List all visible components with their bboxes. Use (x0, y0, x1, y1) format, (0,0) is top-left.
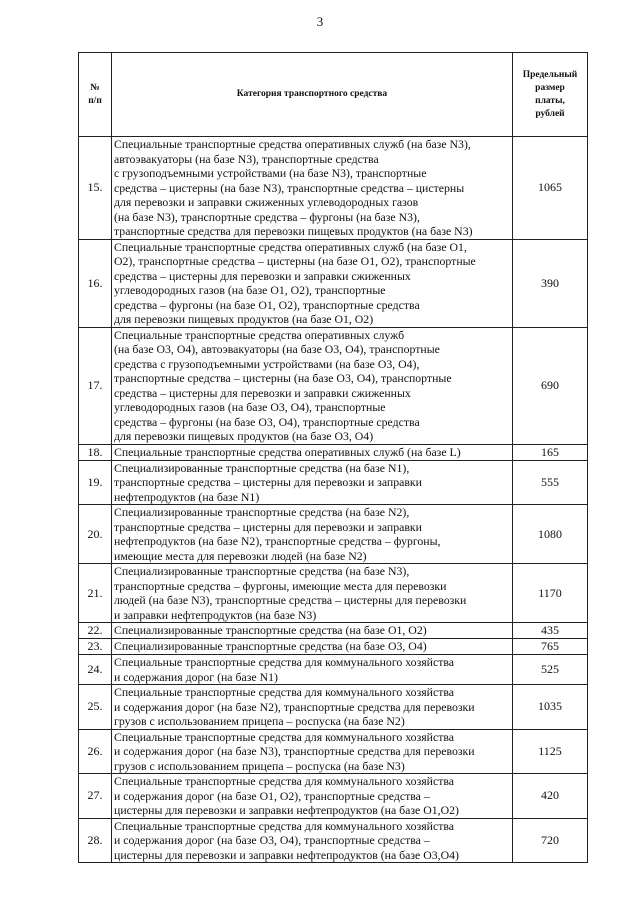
price-limit: 1035 (513, 685, 588, 730)
category-line: нефтепродуктов (на базе N2), транспортные средства – фургоны, (114, 534, 441, 548)
row-number: 24. (79, 655, 112, 685)
row-number: 18. (79, 444, 112, 460)
category-line: транспортные средства – цистерны (на базе O3, O4), транспортные (114, 371, 452, 385)
row-number: 17. (79, 327, 112, 444)
category-line: и содержания дорог (на базе O1, O2), транспортные средства – (114, 788, 430, 803)
price-limit: 1125 (513, 729, 588, 774)
price-limit: 720 (513, 818, 588, 863)
category-line: Специальные транспортные средства для коммунального хозяйства (114, 729, 455, 744)
category-line: средства с грузоподъемными устройствами (на базе O3, O4), (114, 356, 420, 371)
category-line: Специальные транспортные средства оперативных служб (на базе O1, (114, 239, 467, 254)
category-line: Специализированные транспортные средства (на базе N3), (114, 564, 410, 578)
vehicle-category (112, 685, 513, 730)
category-line: (на базе N3), транспортные средства – фургоны (на базе N3), (114, 209, 420, 224)
header-number: № п/п (79, 53, 112, 137)
table-row (79, 460, 588, 505)
row-number: 26. (79, 729, 112, 774)
category-line: цистерны для перевозки и заправки нефтепродуктов (на базе O3,O4) (114, 847, 459, 862)
table-row (79, 327, 588, 444)
price-limit: 1170 (513, 564, 588, 623)
row-number: 22. (79, 623, 112, 639)
header-price: Предельный размер платы, рублей (513, 53, 588, 137)
category-line: автоэвакуаторы (на базе N3), транспортные средства (114, 151, 379, 166)
category-line: нефтепродуктов (на базе N1) (114, 489, 260, 504)
category-line: людей (на базе N3), транспортные средства – цистерны для перевозки (114, 593, 467, 607)
category-line: с грузоподъемными устройствами (на базе N3), транспортные (114, 166, 427, 180)
table-row (79, 564, 588, 623)
category-line: Специальные транспортные средства оперативных служб (на базе N3), (114, 137, 471, 151)
vehicle-category (112, 774, 513, 819)
category-line: для перевозки пищевых продуктов (на базе O3, O4) (114, 429, 374, 443)
category-line: транспортные средства – цистерны для перевозки и заправки (114, 475, 422, 489)
category-line: Специализированные транспортные средства (на базе O3, O4) (114, 639, 427, 654)
category-line: средства – фургоны (на базе O1, O2), транспортные средства (114, 297, 420, 312)
category-line: и содержания дорог (на базе O3, O4), транспортные средства – (114, 833, 430, 847)
category-line: Специальные транспортные средства оперативных служб (на базе L) (114, 444, 461, 459)
category-line: цистерны для перевозки и заправки нефтепродуктов (на базе O1,O2) (114, 803, 459, 817)
category-line: средства – фургоны (на базе O3, O4), транспортные средства (114, 414, 420, 429)
category-line: грузов с использованием прицепа – роспуска (на базе N3) (114, 758, 405, 773)
category-line: Специализированные транспортные средства (на базе N1), (114, 460, 410, 475)
price-limit: 690 (513, 327, 588, 444)
row-number: 27. (79, 774, 112, 819)
row-number: 15. (79, 137, 112, 240)
vehicle-category (112, 137, 513, 240)
category-line: O2), транспортные средства – цистерны (на базе O1, O2), транспортные (114, 254, 476, 268)
row-number: 16. (79, 239, 112, 327)
vehicle-category (112, 444, 513, 460)
price-limit: 390 (513, 239, 588, 327)
vehicle-category (112, 639, 513, 655)
table-row (79, 137, 588, 240)
category-line: грузов с использованием прицепа – роспуска (на базе N2) (114, 714, 405, 728)
table-row (79, 639, 588, 655)
category-line: средства – цистерны для перевозки и заправки сжиженных (114, 268, 411, 283)
vehicle-category (112, 505, 513, 564)
category-line: имеющие места для перевозки людей (на базе N2) (114, 548, 367, 563)
category-line: углеводородных газов (на базе O3, O4), транспортные (114, 400, 386, 414)
row-number: 25. (79, 685, 112, 730)
category-line: и заправки нефтепродуктов (на базе N3) (114, 607, 317, 622)
category-line: Специализированные транспортные средства (на базе O1, O2) (114, 623, 427, 638)
vehicle-category (112, 239, 513, 327)
table-row (79, 685, 588, 730)
price-limit: 555 (513, 460, 588, 505)
category-line: Специальные транспортные средства для коммунального хозяйства (114, 774, 455, 788)
category-line: транспортные средства – фургоны, имеющие места для перевозки (114, 578, 447, 593)
table-body (79, 137, 588, 863)
vehicle-category (112, 327, 513, 444)
page-number: 3 (316, 14, 324, 29)
vehicle-category (112, 564, 513, 623)
vehicle-fee-table (78, 52, 588, 863)
table-row (79, 505, 588, 564)
table-row (79, 774, 588, 819)
row-number: 20. (79, 505, 112, 564)
category-line: углеводородных газов (на базе O1, O2), транспортные (114, 283, 386, 297)
row-number: 23. (79, 639, 112, 655)
category-line: Специальные транспортные средства для коммунального хозяйства (114, 655, 455, 669)
price-limit: 420 (513, 774, 588, 819)
table-header-row (79, 53, 588, 137)
category-line: и содержания дорог (на базе N3), транспортные средства для перевозки (114, 744, 475, 758)
vehicle-category (112, 460, 513, 505)
price-limit: 765 (513, 639, 588, 655)
vehicle-category (112, 623, 513, 639)
price-limit: 1065 (513, 137, 588, 240)
price-limit: 435 (513, 623, 588, 639)
category-line: средства – цистерны для перевозки и заправки сжиженных (114, 385, 411, 400)
table-row (79, 655, 588, 685)
category-line: транспортные средства – цистерны для перевозки и заправки (114, 519, 422, 534)
table-row (79, 623, 588, 639)
header-category: Категория транспортного средства (112, 53, 513, 137)
vehicle-category (112, 818, 513, 863)
table-row (79, 444, 588, 460)
vehicle-category (112, 729, 513, 774)
row-number: 28. (79, 818, 112, 863)
category-line: (на базе O3, O4), автоэвакуаторы (на базе O3, O4), транспортные (114, 342, 440, 356)
category-line: Специализированные транспортные средства (на базе N2), (114, 505, 410, 519)
category-line: Специальные транспортные средства оперативных служб (114, 327, 405, 342)
price-limit: 165 (513, 444, 588, 460)
category-line: и содержания дорог (на базе N2), транспортные средства для перевозки (114, 699, 475, 714)
category-line: Специальные транспортные средства для коммунального хозяйства (114, 818, 455, 833)
category-line: для перевозки пищевых продуктов (на базе O1, O2) (114, 312, 374, 326)
category-line: для перевозки и заправки сжиженных углеводородных газов (114, 195, 419, 209)
table-row (79, 729, 588, 774)
vehicle-category (112, 655, 513, 685)
category-line: Специальные транспортные средства для коммунального хозяйства (114, 685, 455, 699)
table-row (79, 239, 588, 327)
category-line: и содержания дорог (на базе N1) (114, 669, 278, 684)
category-line: транспортные средства для перевозки пищевых продуктов (на базе N3) (114, 224, 473, 238)
category-line: средства – цистерны (на базе N3), транспортные средства – цистерны (114, 180, 465, 195)
row-number: 19. (79, 460, 112, 505)
price-limit: 525 (513, 655, 588, 685)
table-row (79, 818, 588, 863)
row-number: 21. (79, 564, 112, 623)
price-limit: 1080 (513, 505, 588, 564)
